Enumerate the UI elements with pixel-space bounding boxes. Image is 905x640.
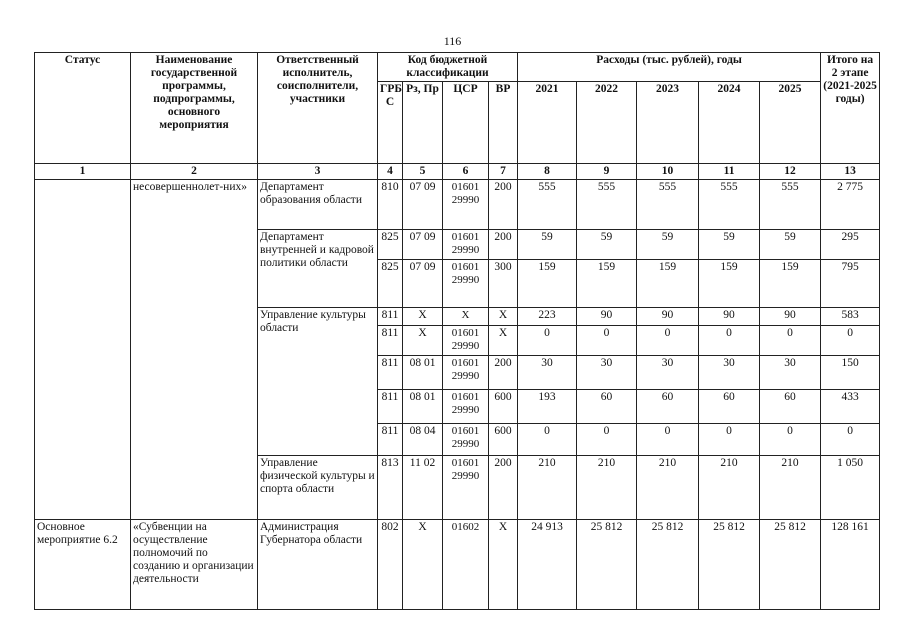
value-2025: 30 [760, 356, 821, 390]
column-number-row [35, 164, 880, 180]
value-2025: 59 [760, 230, 821, 260]
csr-cell: 01601 29990 [443, 260, 489, 308]
value-2024: 25 812 [699, 520, 760, 610]
value-2022: 159 [577, 260, 637, 308]
col-number: 6 [443, 164, 489, 180]
vr-cell: 600 [489, 390, 518, 424]
program-name-cell: «Субвенции на осуществление полномочий по созданию и организации деятельности [131, 520, 258, 610]
vr-cell: 200 [489, 230, 518, 260]
value-2023: 159 [637, 260, 699, 308]
value-2024: 90 [699, 308, 760, 326]
grbs-cell: 802 [378, 520, 403, 610]
value-2024: 0 [699, 326, 760, 356]
col-number: 7 [489, 164, 518, 180]
value-2021: 210 [518, 456, 577, 520]
value-2025: 90 [760, 308, 821, 326]
col-number: 10 [637, 164, 699, 180]
value-total: 150 [821, 356, 880, 390]
vr-cell: 200 [489, 180, 518, 230]
col-number: 12 [760, 164, 821, 180]
value-2024: 60 [699, 390, 760, 424]
grbs-cell: 813 [378, 456, 403, 520]
vr-cell: 200 [489, 356, 518, 390]
value-2021: 0 [518, 326, 577, 356]
grbs-cell: 825 [378, 260, 403, 308]
grbs-cell: 811 [378, 356, 403, 390]
grbs-cell: 811 [378, 326, 403, 356]
col-number: 13 [821, 164, 880, 180]
value-2024: 59 [699, 230, 760, 260]
value-2024: 555 [699, 180, 760, 230]
value-2025: 25 812 [760, 520, 821, 610]
value-2023: 555 [637, 180, 699, 230]
vr-cell: X [489, 308, 518, 326]
value-total: 128 161 [821, 520, 880, 610]
responsible-cell: Департамент образования области [258, 180, 378, 230]
value-2022: 60 [577, 390, 637, 424]
rz-cell: X [403, 326, 443, 356]
value-2025: 555 [760, 180, 821, 230]
csr-cell: 01602 [443, 520, 489, 610]
rz-cell: 07 09 [403, 230, 443, 260]
header-2023: 2023 [637, 82, 699, 164]
value-total: 1 050 [821, 456, 880, 520]
value-2023: 90 [637, 308, 699, 326]
responsible-cell: Департамент внутренней и кадровой политики области [258, 230, 378, 308]
grbs-cell: 811 [378, 308, 403, 326]
value-2024: 210 [699, 456, 760, 520]
value-2023: 25 812 [637, 520, 699, 610]
header-grbs: ГРБ С [378, 82, 403, 164]
vr-cell: 200 [489, 456, 518, 520]
header-2022: 2022 [577, 82, 637, 164]
value-2023: 59 [637, 230, 699, 260]
grbs-cell: 825 [378, 230, 403, 260]
rz-cell: X [403, 308, 443, 326]
value-2024: 30 [699, 356, 760, 390]
header-program: Наименование государственной программы, подпрограммы, основного мероприятия [131, 53, 258, 164]
value-2023: 60 [637, 390, 699, 424]
vr-cell: 600 [489, 424, 518, 456]
value-2023: 0 [637, 424, 699, 456]
value-2022: 30 [577, 356, 637, 390]
value-2025: 210 [760, 456, 821, 520]
value-2023: 210 [637, 456, 699, 520]
page-number: 116 [443, 34, 462, 48]
responsible-cell: Управление культуры области [258, 308, 378, 456]
value-2021: 0 [518, 424, 577, 456]
csr-cell: 01601 29990 [443, 230, 489, 260]
value-2023: 30 [637, 356, 699, 390]
col-number: 8 [518, 164, 577, 180]
col-number: 4 [378, 164, 403, 180]
table-row [35, 180, 880, 230]
value-total: 583 [821, 308, 880, 326]
col-number: 3 [258, 164, 378, 180]
header-vr: ВР [489, 82, 518, 164]
rz-cell: 11 02 [403, 456, 443, 520]
grbs-cell: 811 [378, 390, 403, 424]
vr-cell: 300 [489, 260, 518, 308]
value-2021: 193 [518, 390, 577, 424]
value-2022: 555 [577, 180, 637, 230]
value-total: 2 775 [821, 180, 880, 230]
col-number: 2 [131, 164, 258, 180]
rz-cell: 07 09 [403, 180, 443, 230]
value-total: 795 [821, 260, 880, 308]
value-2022: 25 812 [577, 520, 637, 610]
rz-cell: 08 04 [403, 424, 443, 456]
program-name-cell: несовершеннолет-них» [131, 180, 258, 520]
value-2021: 24 913 [518, 520, 577, 610]
table-row-main-event [35, 520, 880, 610]
rz-cell: 08 01 [403, 356, 443, 390]
value-2024: 159 [699, 260, 760, 308]
value-2022: 0 [577, 424, 637, 456]
rz-cell: 07 09 [403, 260, 443, 308]
csr-cell: 01601 29990 [443, 356, 489, 390]
csr-cell: 01601 29990 [443, 456, 489, 520]
value-2025: 0 [760, 424, 821, 456]
value-2021: 59 [518, 230, 577, 260]
value-2022: 59 [577, 230, 637, 260]
header-status: Статус [35, 53, 131, 164]
value-total: 295 [821, 230, 880, 260]
budget-table [34, 52, 880, 610]
header-expenses: Расходы (тыс. рублей), годы [518, 53, 821, 82]
header-rz: Рз, Пр [403, 82, 443, 164]
csr-cell: 01601 29990 [443, 326, 489, 356]
value-2025: 60 [760, 390, 821, 424]
grbs-cell: 810 [378, 180, 403, 230]
value-2022: 210 [577, 456, 637, 520]
value-2025: 0 [760, 326, 821, 356]
value-2021: 30 [518, 356, 577, 390]
csr-cell: 01601 29990 [443, 180, 489, 230]
header-2021: 2021 [518, 82, 577, 164]
value-total: 0 [821, 326, 880, 356]
value-2022: 0 [577, 326, 637, 356]
value-2021: 223 [518, 308, 577, 326]
header-responsible: Ответственный исполнитель, соисполнители, участники [258, 53, 378, 164]
value-total: 0 [821, 424, 880, 456]
col-number: 5 [403, 164, 443, 180]
grbs-cell: 811 [378, 424, 403, 456]
header-csr: ЦСР [443, 82, 489, 164]
rz-cell: 08 01 [403, 390, 443, 424]
value-2021: 159 [518, 260, 577, 308]
rz-cell: X [403, 520, 443, 610]
responsible-cell: Администрация Губернатора области [258, 520, 378, 610]
status-cell-empty [35, 180, 131, 520]
col-number: 11 [699, 164, 760, 180]
responsible-cell: Управление физической культуры и спорта области [258, 456, 378, 520]
csr-cell: X [443, 308, 489, 326]
header-total: Итого на 2 этапе (2021-2025 годы) [821, 53, 880, 164]
value-2021: 555 [518, 180, 577, 230]
header-2024: 2024 [699, 82, 760, 164]
csr-cell: 01601 29990 [443, 424, 489, 456]
value-2023: 0 [637, 326, 699, 356]
csr-cell: 01601 29990 [443, 390, 489, 424]
header-2025: 2025 [760, 82, 821, 164]
col-number: 1 [35, 164, 131, 180]
value-2025: 159 [760, 260, 821, 308]
header-budget-code: Код бюджетной классификации [378, 53, 518, 82]
value-2022: 90 [577, 308, 637, 326]
vr-cell: X [489, 520, 518, 610]
vr-cell: X [489, 326, 518, 356]
col-number: 9 [577, 164, 637, 180]
value-total: 433 [821, 390, 880, 424]
value-2024: 0 [699, 424, 760, 456]
status-cell: Основное мероприятие 6.2 [35, 520, 131, 610]
